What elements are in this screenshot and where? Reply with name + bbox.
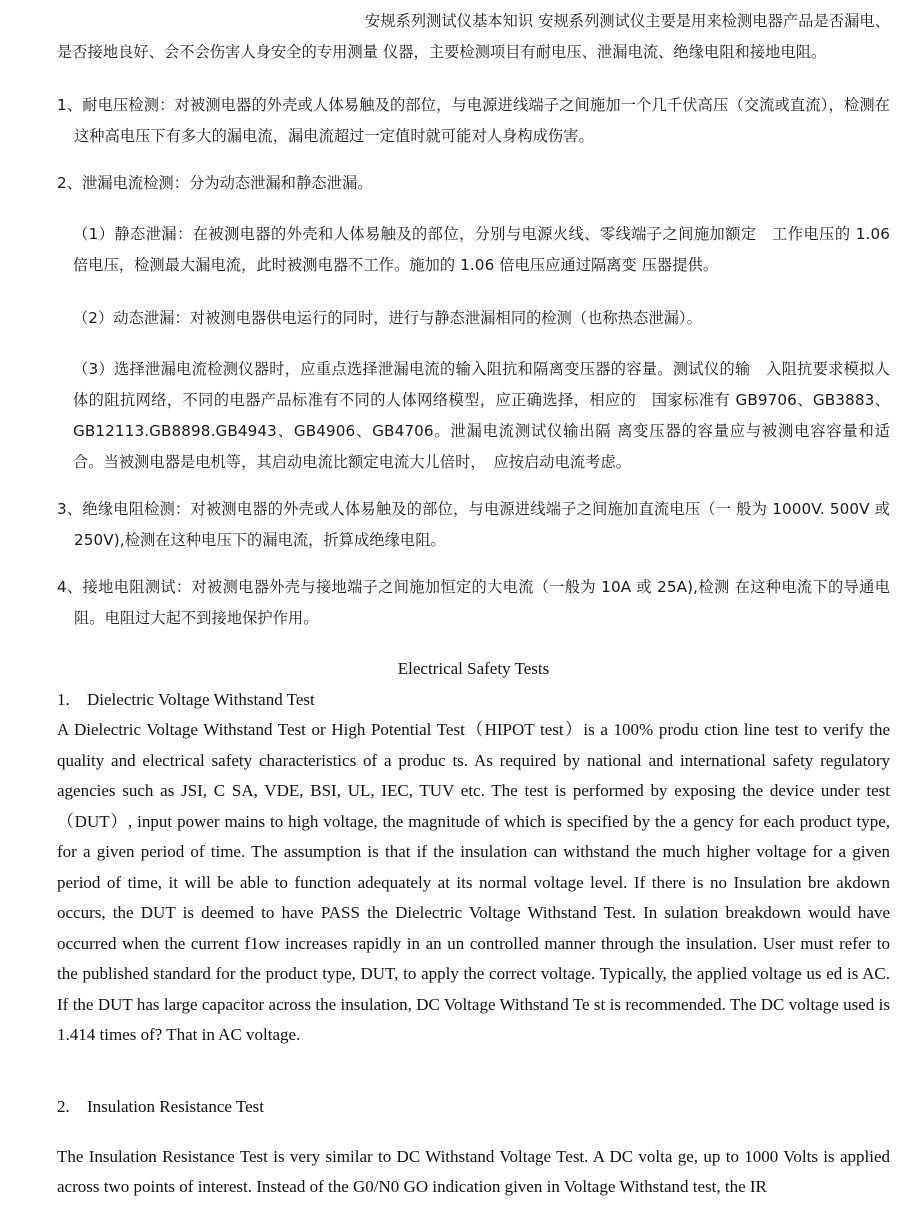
english-heading-1-number: 1.: [57, 690, 70, 709]
spacer: [57, 334, 890, 354]
chinese-intro-paragraph: 安规系列测试仪基本知识 安规系列测试仪主要是用来检测电器产品是否漏电、是否接地良好、会不会伤害人身安全的专用测量 仪器，主要检测项目有耐电压、泄漏电流、绝缘电阻和接地电阻。: [57, 12, 890, 61]
document-content: [57, 6, 890, 1203]
english-section-title: Electrical Safety Tests: [397, 659, 550, 678]
chinese-item-2-sub-3: （3）选择泄漏电流检测仪器时，应重点选择泄漏电流的输入阻抗和隔离变压器的容量。测试仪的输 入阻抗要求模拟人体的阻抗网络，不同的电器产品标准有不同的人体网络模型，应正确选择，相应的 国家标准有 GB9706、GB3883、GB12113.GB8898.GB4943、GB4906、GB4706。泄漏电流测试仪输出隔 离变压器的容量应与被测电容容量和适合。当被测电器是电机等，其启动电流比额定电流大儿倍时， 应按启动电流考虑。: [73, 360, 890, 471]
spacer: [57, 68, 890, 90]
spacer: [57, 152, 890, 168]
english-heading-2-number: 2.: [57, 1096, 70, 1116]
spacer: [57, 1051, 890, 1091]
english-heading-1: [57, 684, 890, 715]
english-paragraph-1: A Dielectric Voltage Withstand Test or High Potential Test（HIPOT test）is a 100% produ ction line test to verify the quality and electrical safety characteristics of a produc ts. As required by national and international safety regulatory agencies such as JSI, C SA, VDE, BSI, UL, IEC, TUV etc. The test is performed by exposing the device under test（DUT）, input power mains to high voltage, the magnitude of which is specified by the a gency for each product type, for a given period of time. The assumption is that if the insulation can withstand the much higher voltage for a given period of time, it will be able to function adequately at its normal voltage level. If there is no Insulation bre akdown occurs, the DUT is deemed to have PASS the Dielectric Voltage Withstand Test. In sulation breakdown would have occurred when the current f1ow increases rapidly in an un controlled manner through the insulation. User must refer to the published standard for the product type, DUT, to apply the correct voltage. Typically, the applied voltage us ed is AC. If the DUT has large capacitor across the insulation, DC Voltage Withstand Te st is recommended. The DC voltage used is 1.414 times of? That in AC voltage.: [57, 720, 890, 1044]
spacer: [57, 281, 890, 303]
spacer: [57, 199, 890, 219]
spacer: [57, 1122, 890, 1142]
chinese-item-2: 2、泄漏电流检测：分为动态泄漏和静态泄漏。: [57, 174, 373, 192]
english-heading-2: [57, 1091, 890, 1122]
chinese-item-2-sub-1: （1）静态泄漏：在被测电器的外壳和人体易触及的部位，分别与电源火线、零线端子之间施加额定 工作电压的 1.06 倍电压，检测最大漏电流，此时被测电器不工作。施加的 1.06 倍电压应通过隔离变 压器提供。: [73, 225, 890, 274]
chinese-item-3: 3、绝缘电阻检测：对被测电器的外壳或人体易触及的部位，与电源进线端子之间施加直流电压（一 般为 1000V. 500V 或 250V),检测在这种电压下的漏电流，折算成绝缘电阻。: [57, 500, 890, 549]
chinese-item-2-sub-2: （2）动态泄漏：对被测电器供电运行的同时，进行与静态泄漏相同的检测（也称热态泄漏）。: [73, 309, 702, 327]
chinese-item-1: 1、耐电压检测：对被测电器的外壳或人体易触及的部位，与电源进线端子之间施加一个几千伏高压（交流或直流），检测在这种高电压下有多大的漏电流，漏电流超过一定值时就可能对人身构成伤害。: [57, 96, 890, 145]
spacer: [57, 634, 890, 654]
chinese-item-4: 4、接地电阻测试：对被测电器外壳与接地端子之间施加恒定的大电流（一般为 10A 或 25A),检测 在这种电流下的导通电阻。电阻过大起不到接地保护作用。: [57, 578, 890, 627]
english-heading-2-text: Insulation Resistance Test: [87, 1096, 264, 1116]
spacer: [57, 556, 890, 572]
english-paragraph-2: The Insulation Resistance Test is very similar to DC Withstand Voltage Test. A DC volta ge, up to 1000 Volts is applied across two points of interest. Instead of the G0/N0 GO indication given in Voltage Withstand test, the IR: [57, 1146, 890, 1196]
english-heading-1-text: Dielectric Voltage Withstand Test: [87, 690, 315, 709]
spacer: [57, 478, 890, 494]
